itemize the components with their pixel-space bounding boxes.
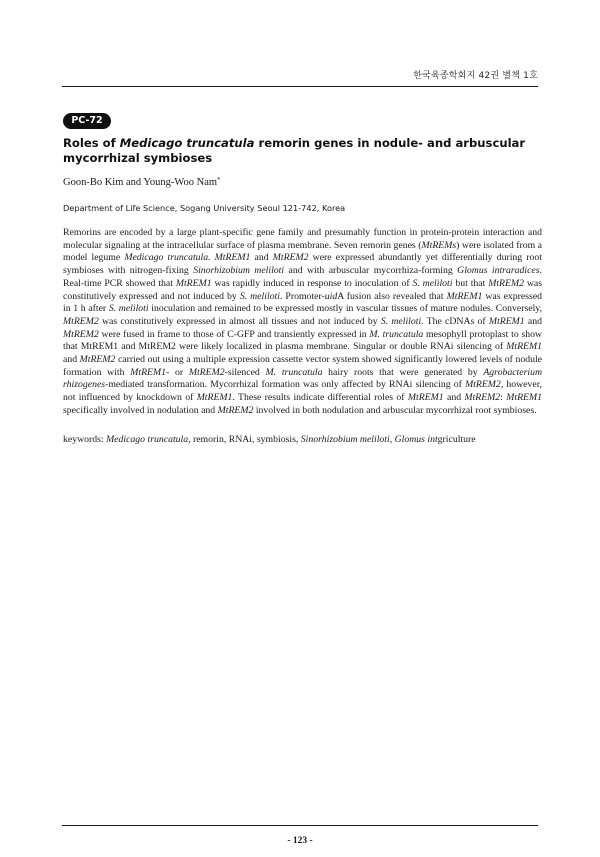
abstract-run: and [524,315,542,327]
abstract-run: mesophyll protoplast to show that MtREM1 and MtREM2 were likely localized in plasma membrane. Singular or double RNAi silencing of [63,328,543,353]
abstract-run: was constitutively expressed and not induced by [63,277,543,302]
abstract-run: and [63,354,80,366]
title-part-1: Roles of [63,136,120,150]
abstract-run: S. meliloti [380,315,422,327]
footer-divider [62,825,538,826]
abstract-run: . Real-time PCR showed that [63,265,542,289]
header-divider [62,86,538,87]
abstract-run: -mediated transformation. Mycorrhizal formation was only affected by RNAi silencing of [105,379,466,391]
abstract-run: S. meliloti [412,277,453,289]
abstract-run: carried out using a multiple expression cassette vector system showed significantly lowered levels of nodule formation with [63,354,543,378]
abstract-run: specifically involved in nodulation and [63,404,218,416]
abstract-run: . Promoter- [279,290,325,302]
keywords-run: Medicago truncatula [106,434,189,445]
abstract-run: involved in both nodulation and arbuscular mycorrhizal root symbioses. [253,404,537,416]
abstract-run: -silenced [224,366,266,378]
keywords-line [63,434,542,447]
abstract-run: was constitutively expressed in almost all tissues and not induced by [98,315,381,327]
abstract-run: Remorins are encoded by a large plant-specific gene family and presumably function in protein-protein interaction and molecular signaling at the intracellular surface of plasma membrane. Seven remorin genes ( [63,227,542,251]
abstract-run: Agrobacterium rhizogenes [63,366,542,391]
author-list [63,177,221,188]
abstract-run: MtREM1 [506,392,542,404]
abstract-run: M. truncatula [369,328,424,340]
abstract-run: , however, not influenced by knockdown of [63,379,542,404]
poster-id-badge: PC-72 [63,113,111,129]
abstract-run: and with arbuscular mycorrhiza-forming [284,265,458,277]
abstract-run: MtREM2 [63,328,99,340]
abstract-run: S. meliloti [108,303,149,315]
abstract-run: was expressed in 1 h after [63,290,543,315]
paper-title [63,136,541,166]
abstract-run: Glomus intraradices [457,265,540,277]
abstract-run: MtREMs [421,239,457,251]
abstract-run: MtREM2 [488,277,524,289]
title-species: Medicago truncatula [119,136,255,150]
journal-header: 한국육종학회지 42권 별책 1호 [413,71,538,81]
abstract-run: MtREM1 [446,290,483,302]
title-part-2: remorin genes in nodule- and arbuscular mycorrhizal symbioses [63,136,526,165]
abstract-run: MtREM2 [188,366,225,378]
abstract-run: MtREM1 [196,392,233,404]
abstract-run: . These results indicate differential roles of [232,392,408,404]
abstract-run: MtREM1 [488,315,525,327]
keywords-run: Sinorhizobium meliloti [300,434,390,445]
affiliation: Department of Life Science, Sogang University Seoul 121-742, Korea [63,203,346,213]
keywords-run: , remorin, RNAi, symbiosis, [188,434,301,445]
abstract-text [63,227,542,418]
abstract-run: was rapidly induced in response to inoculation of [211,277,413,289]
abstract-run: MtREM2 [464,392,501,404]
author-names: Goon-Bo Kim and Young-Woo Nam [63,177,218,188]
corresponding-author-mark: * [217,176,221,184]
abstract-run: inoculation and remained to be expressed mostly in vascular tissues of mature nodules. Conversely, [148,303,543,315]
page-number: - 123 - [287,836,313,846]
abstract-run: MtREM2 [63,315,99,327]
abstract-run: were expressed abundantly yet differentially during root symbioses with nitrogen-fixing [63,252,542,277]
abstract-run: MtREM2 [217,404,254,416]
abstract-run: Sinorhizobium meliloti [193,265,285,277]
keywords-run: Glomus int [394,434,438,445]
abstract-run: and [443,392,465,404]
abstract-run: MtREM2 [79,354,116,366]
abstract-run: ) were isolated from a model legume [63,239,543,264]
abstract-run: MtREM1 [506,341,542,353]
abstract-run: MtREM1 [130,366,166,378]
abstract-run: MtREM2 [465,379,501,391]
keywords-run: griculture [437,434,476,445]
abstract-run: MtREM2 [272,252,309,264]
abstract-run: - or [166,366,189,378]
abstract-run: MtREM1 [407,392,444,404]
abstract-run: hairy roots that were generated by [322,366,484,378]
keywords-run: keywords: [63,434,107,445]
abstract-run: but that [452,277,489,289]
abstract-run: MtREM1 [175,277,212,289]
abstract-run: and [250,252,273,264]
abstract-run: M. truncatula [265,366,323,378]
abstract-run: S. meliloti [239,290,280,302]
abstract-run: were fused in frame to those of C-GFP and transiently expressed in [98,328,370,340]
abstract-run: uid [324,290,338,302]
keywords-run: , [389,434,395,445]
abstract-run: A fusion also revealed that [337,290,447,302]
abstract-run: . The cDNAs of [421,315,489,327]
abstract-run: : [500,392,507,404]
abstract-run: Medicago truncatula. MtREM1 [124,252,251,264]
